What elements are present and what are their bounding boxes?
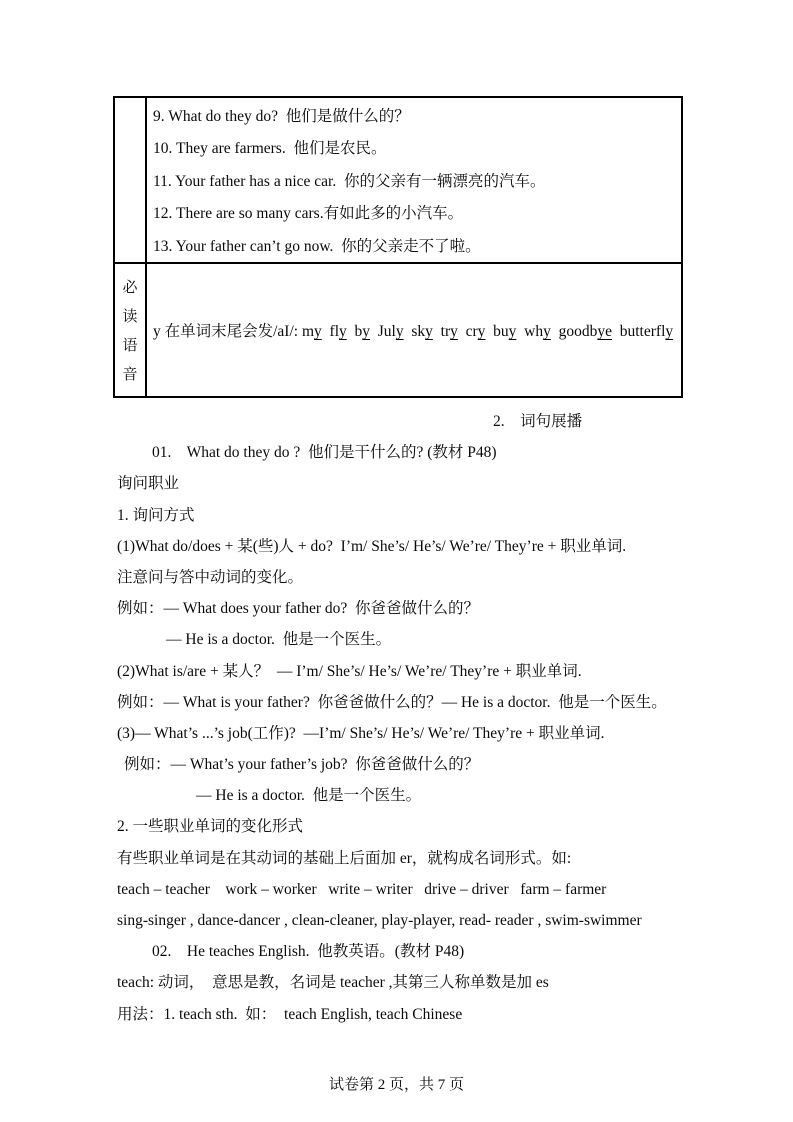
text-line: (2)What is/are + 某人？ — I’m/ She’s/ He’s/ We’re/ They’re + 职业单词. (117, 662, 582, 680)
text-line: teach – teacher work – worker write – writer drive – driver farm – farmer (117, 880, 607, 898)
sentence-line: 9. What do they do? 他们是做什么的？ (153, 108, 410, 125)
lesson-content (117, 406, 777, 1030)
phonics-header-char: 语 (122, 338, 138, 354)
footer-page-indicator: 试卷第 2 页，共 7 页 (328, 1077, 464, 1093)
phonics-header-char: 必 (122, 280, 138, 296)
sentence-line: 13. Your father can’t go now. 你的父亲走不了啦。 (153, 237, 481, 255)
item-02-heading: 02. He teaches English. 他教英语。(教材 P48) (152, 943, 465, 961)
text-line: 2. 一些职业单词的变化形式 (117, 818, 304, 836)
table-row (115, 264, 681, 396)
sentence-line: 11. Your father has a nice car. 你的父亲有一辆漂亮的汽车。 (153, 172, 546, 190)
phonics-line (153, 319, 673, 341)
text-line: 1. 询问方式 (117, 506, 195, 524)
phonics-header-char: 读 (122, 309, 138, 325)
phonics-header-cell (115, 264, 147, 396)
item-01-heading: 01. What do they do ? 他们是干什么的? (教材 P48) (152, 444, 497, 462)
table-row (115, 98, 681, 264)
text-line: 注意问与答中动词的变化。 (117, 568, 304, 586)
text-line: — He is a doctor. 他是一个医生。 (196, 787, 422, 805)
text-line: 有些职业单词是在其动词的基础上后面加 er，就构成名词形式。如: (117, 849, 572, 867)
text-line: 例如：— What does your father do? 你爸爸做什么的？ (117, 600, 480, 618)
sentence-line: 10. They are farmers. 他们是农民。 (153, 140, 387, 158)
sentence-line: 12. There are so many cars.有如此多的小汽车。 (153, 205, 464, 223)
text-line: sing-singer , dance-dancer , clean-cleaner, play-player, read- reader , swim-swimmer (117, 912, 642, 929)
text-line: (3)— What’s ...’s job(工作)? —I’m/ She’s/ He’s/ We’re/ They’re + 职业单词. (117, 724, 605, 742)
sentence-table (113, 96, 683, 398)
empty-header-cell (115, 98, 147, 262)
text-line: 用法：1. teach sth. 如： teach English, teach Chinese (117, 1005, 463, 1023)
phonics-rule-text: y 在单词末尾会发/aI/: (153, 323, 302, 340)
text-line: — He is a doctor. 他是一个医生。 (166, 631, 392, 649)
sentences-cell (147, 98, 681, 262)
phonics-header-char: 音 (122, 367, 138, 383)
text-line: 例如：— What is your father? 你爸爸做什么的？— He is a doctor. 他是一个医生。 (117, 693, 667, 711)
text-line: 例如：— What’s your father’s job? 你爸爸做什么的？ (124, 756, 480, 774)
text-line: teach: 动词， 意思是教，名词是 teacher ,其第三人称单数是加 es (117, 974, 549, 992)
phonics-words: my fly by July sky try cry buy why goodbye butterfly (301, 323, 674, 340)
text-line: (1)What do/does + 某(些)人 + do? I’m/ She’s/ He’s/ We’re/ They’re + 职业单词. (117, 537, 627, 555)
phonics-cell (147, 264, 681, 396)
text-line: 询问职业 (117, 475, 180, 493)
section-heading: 2. 词句展播 (493, 413, 583, 430)
